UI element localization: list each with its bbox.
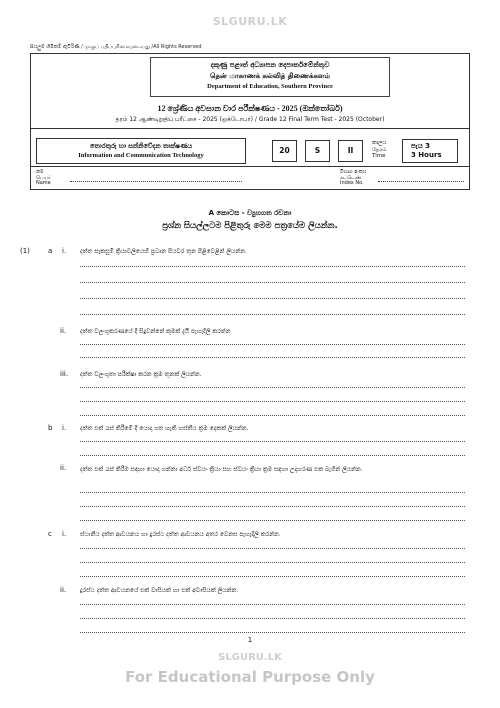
watermark-site-top: SLGURU.LK xyxy=(212,15,288,28)
exam-title-sinhala: 12 ශ්‍රේණිය අවසාන වාර පරීක්ෂණය - 2025 (ඔක්තෝබර්) xyxy=(157,104,343,113)
part-b-i-label: i. xyxy=(62,424,67,432)
answer-line[interactable] xyxy=(80,266,465,267)
part-a-iii-text: දත්ත වලංගුතා පරීක්ෂා කරන ක්‍රම තුනක් ලියන්න. xyxy=(80,371,202,378)
index-label-tamil: சுட்டெண் xyxy=(340,174,362,181)
answer-line[interactable] xyxy=(80,282,465,283)
department-tamil: தென் மாகாணக் கல்வித் திணைக்களம் xyxy=(210,72,330,80)
watermark-purpose: For Educational Purpose Only xyxy=(125,668,375,686)
part-c-i-label: i. xyxy=(62,530,67,538)
header-divider-2 xyxy=(30,166,470,167)
answer-line[interactable] xyxy=(80,492,465,493)
answer-line[interactable] xyxy=(80,298,465,299)
answer-line[interactable] xyxy=(80,632,465,633)
hours-english: 3 Hours xyxy=(411,151,442,159)
answer-line[interactable] xyxy=(80,604,465,605)
time-label-english: Time xyxy=(372,153,386,159)
index-label xyxy=(340,170,366,187)
index-label-sinhala: විභාග අංකය xyxy=(340,169,367,175)
question-number: (1) xyxy=(20,247,30,255)
subject-sinhala: තොරතුරු හා සන්නිවේදන තාක්ෂණය xyxy=(89,142,193,150)
paper-number-box: II xyxy=(338,140,363,162)
answer-line[interactable] xyxy=(80,314,465,315)
index-label-english: Index No. xyxy=(340,180,364,186)
index-field[interactable] xyxy=(378,181,464,182)
part-c-i-text: ස්ථානීය දත්ත ආචයනය හා දුරස්ථ දත්ත ආචයනය අතර වෙනස පැහැදිලි කරන්න. xyxy=(80,531,281,538)
part-a-ii-text: දත්ත වලංගුකරණයේ දී සිදුවන්නේ කුමක් දැයි පැහැදිලි කරන්න xyxy=(80,328,231,335)
answer-line[interactable] xyxy=(80,344,465,345)
answer-line[interactable] xyxy=(80,520,465,521)
answer-line[interactable] xyxy=(80,401,465,402)
part-c-ii-label: ii. xyxy=(60,586,67,594)
department-sinhala: දකුණු පළාත් අධ්‍යාපන දෙපාර්තමේන්තුව xyxy=(210,61,330,69)
subject-english: Information and Communication Technology xyxy=(78,152,204,159)
page-number: 1 xyxy=(247,636,253,644)
header-divider-1 xyxy=(30,128,470,129)
answer-line[interactable] xyxy=(80,387,465,388)
answer-line[interactable] xyxy=(80,576,465,577)
name-label-english: Name xyxy=(36,180,51,186)
answer-line[interactable] xyxy=(80,441,465,442)
part-c-label: c xyxy=(48,530,52,538)
part-a-iii-label: iii. xyxy=(60,370,69,378)
watermark-site-bottom: SLGURU.LK xyxy=(218,652,282,663)
time-box xyxy=(402,139,458,163)
hours-sinhala: පැය 3 xyxy=(411,142,431,150)
name-label-sinhala: නම xyxy=(36,169,44,175)
name-field[interactable] xyxy=(70,181,242,182)
answer-line[interactable] xyxy=(80,455,465,456)
part-a-i-label: i. xyxy=(62,247,67,255)
part-a-ii-label: ii. xyxy=(60,327,67,335)
answer-line[interactable] xyxy=(80,506,465,507)
part-b-label: b xyxy=(48,424,53,432)
part-a-label: a xyxy=(48,247,53,255)
department-english: Department of Education, Southern Province xyxy=(207,83,333,90)
part-c-ii-text: දුරස්ථ දත්ත ආචයනයේ එක් වාසියක් හා එක් අවාසියක් ලියන්න. xyxy=(80,587,239,594)
answer-line[interactable] xyxy=(80,415,465,416)
name-label xyxy=(36,170,51,187)
medium-code-box: S xyxy=(305,140,330,162)
department-banner xyxy=(150,57,390,97)
subject-box xyxy=(36,138,246,164)
name-label-tamil: பெயர் xyxy=(36,174,51,181)
answer-line[interactable] xyxy=(80,618,465,619)
answer-line[interactable] xyxy=(80,548,465,549)
section-instruction: ප්‍රශ්න සියල්ලටම පිළිතුරු මෙම පත්‍රයේම ලියන්න. xyxy=(162,221,338,231)
section-title: A කොටස - ව්‍යුහගත රචනා xyxy=(208,209,292,217)
answer-line[interactable] xyxy=(80,357,465,358)
part-b-ii-label: ii. xyxy=(60,464,67,472)
copyright-notice: සියලුම හිමිකම් ඇවිරිණි / முழுப் பதிப்புரிமையுடையது /All Rights Reserved xyxy=(30,44,202,50)
part-b-ii-text: දත්ත එක් රැස් කිරීම සඳහා යොදා ගන්නා අර්ධ ස්වයං ක්‍රියා සහ ස්වයං ක්‍රියා ක්‍රම සඳහා උදාහරණ එක බැගින් ලියන්න. xyxy=(80,466,363,473)
subject-code-box: 20 xyxy=(272,140,297,162)
time-label xyxy=(372,140,387,160)
part-b-i-text: දත්ත එක් රැස් කිරීමේ දී යොදා ගත හැකි හස්තීය ක්‍රම දෙකක් ලියන්න. xyxy=(80,425,249,432)
answer-line[interactable] xyxy=(80,562,465,563)
part-a-i-text: දත්ත සැකසුම් ක්‍රියාවලියෙහි ප්‍රධාන පියවර තුන පිළිවෙළින් ලියන්න. xyxy=(80,248,247,255)
exam-title-multi: தரம் 12 ஆண்டிறுதிப் பரீட்சை - 2025 (ஒக்டோபர்) / Grade 12 Final Term Test - 2025 (October) xyxy=(115,116,385,123)
time-label-tamil: நேரம் xyxy=(372,146,387,153)
time-label-sinhala: කාලය xyxy=(372,140,387,146)
